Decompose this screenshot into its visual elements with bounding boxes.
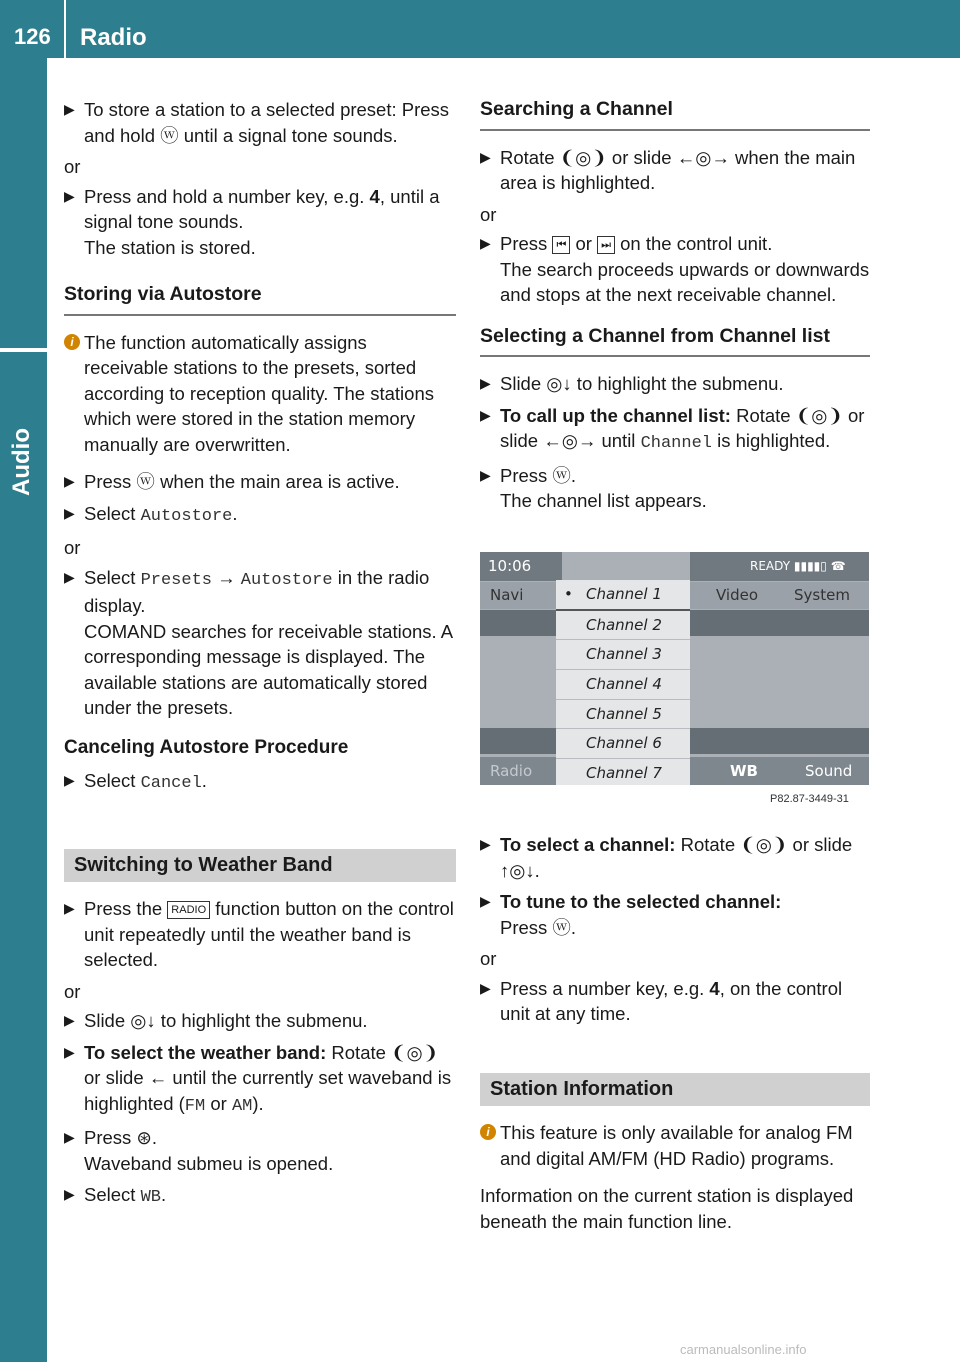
info-note [480,1120,870,1171]
arrow-icon: ▶ [480,466,491,483]
channel-list-item [556,700,690,730]
channel-label: Channel 6 [586,734,662,753]
arrow-icon: ▶ [480,406,491,423]
heading-channel-list: Selecting a Channel from Channel list [480,324,870,358]
display-clock: 10:06 [480,552,562,581]
step-text: Press ⓦ. [500,916,577,938]
or-text: or [64,156,81,177]
menu-item-autostore: Autostore [240,570,333,590]
step-text: ). [252,1092,264,1114]
skip-back-button-icon: ⏮ [552,236,570,254]
heading-canceling-autostore: Canceling Autostore Procedure [64,736,349,758]
comand-display-screenshot [480,552,869,785]
step [480,976,870,1027]
step [64,501,456,530]
menu-item-presets: Presets [140,570,212,590]
step-text: or [205,1092,232,1114]
step-title: To select a channel: [500,834,676,855]
step-text: Select [84,566,141,588]
step-text: , on the control unit at any time. [500,977,843,1024]
step-text: Press ⓦ. [500,464,577,486]
info-icon: i [64,334,80,350]
step-text: Rotate ❨◎❩ or slide ←◎→ when the main area is highlighted. [500,146,856,193]
channel-label: Channel 5 [586,704,662,723]
step-text: on the control unit. [614,233,773,254]
step-text: is highlighted. [711,430,831,451]
radio-button-icon: RADIO [167,901,210,919]
step-text: Press and hold a number key, e.g. [84,185,370,207]
step-text: in the radio display. [84,566,430,616]
display-menu-wb: WB [730,762,758,780]
step-text: Press ⓦ when the main area is active. [84,471,400,492]
or-text: or [480,948,497,969]
step-text: Press a number key, e.g. [500,977,710,999]
step-text: Rotate ❨◎❩ or slide ← until the currently set waveband is highlighted ( [84,1041,452,1114]
arrow-icon: ▶ [64,473,75,489]
header-bar [0,0,960,58]
display-menu-video: Video [716,586,759,604]
arrow-icon: ▶ [64,900,75,916]
heading-searching-channel: Searching a Channel [480,97,870,131]
step-text: Slide ◎↓ to highlight the submenu. [84,1010,368,1031]
selected-marker: • [564,585,573,603]
step-text: , until a signal tone sounds. [84,185,440,232]
display-menu-system: System [794,586,850,604]
skip-forward-button-icon: ⏭ [597,236,615,254]
channel-list-item [556,611,690,641]
display-menu-radio: Radio [490,762,533,780]
arrow-icon: ▶ [480,235,491,251]
display-menu-sound: Sound [805,762,853,780]
channel-list-item [556,759,690,785]
side-tab [0,352,47,1362]
arrow-icon: ▶ [480,893,491,909]
menu-item-autostore: Autostore [140,506,233,526]
channel-list [556,580,690,785]
step-text: . [201,770,207,791]
step-text: . [232,502,238,524]
waveband-am: AM [231,1096,253,1116]
side-tab-upper [0,58,47,348]
arrow-icon: ▶ [64,568,75,585]
step [480,403,870,457]
step-text: function button on the control unit repeatedly until the weather band is selected. [84,898,454,970]
or-text: or [480,203,497,225]
info-text: The function automatically assigns receivable stations to the presets, sorted according to reception quality. The stations which were stored in the station memory manually are overwritten. [84,331,434,455]
arrow-icon: ▶ [64,772,75,788]
channel-list-item [556,729,690,759]
arrow-icon: ▶ [64,1012,75,1028]
step-result: The search proceeds upwards or downwards and stops at the next receivable channel. [500,258,870,305]
channel-list-item [556,580,690,611]
side-tab-label: Audio [8,428,35,496]
step [64,1008,456,1034]
step-text: Select [84,502,141,524]
step-result: The station is stored. [84,236,256,258]
step-result: Waveband submeu is opened. [84,1152,334,1174]
step-title: To select the weather band: [84,1041,327,1063]
display-status: READY ▮▮▮▮▯ ☎ [750,559,846,573]
display-menu-navi: Navi [480,582,564,609]
menu-item-channel: Channel [640,434,712,453]
arrow-icon: ▶ [480,836,491,852]
arrow-icon: ▶ [64,101,75,117]
step [480,231,870,308]
right-column [480,97,870,520]
step [64,1040,456,1120]
arrow-icon: ▶ [64,1129,75,1145]
channel-label: Channel 7 [586,764,662,783]
arrow-icon: ▶ [480,148,491,165]
heading-storing-autostore: Storing via Autostore [64,282,456,316]
arrow-icon: ▶ [64,1043,75,1060]
step [480,832,870,883]
right-column-lower [480,832,870,1234]
heading-weather-band: Switching to Weather Band [64,849,456,883]
step [480,463,870,514]
arrow-separator: → [211,566,241,588]
watermark: carmanualsonline.info [680,1342,807,1357]
step [64,565,456,721]
arrow-icon: ▶ [480,979,491,996]
step [480,889,870,940]
step-title: To tune to the selected channel: [500,891,782,912]
figure-caption: P82.87-3449-31 [770,793,849,805]
arrow-icon: ▶ [480,375,491,391]
step [480,371,870,397]
step [64,469,456,495]
arrow-icon: ▶ [64,1186,75,1202]
page-number: 126 [14,24,51,49]
step-text: To store a station to a selected preset: Press and hold ⓦ until a signal tone sounds. [84,99,450,146]
display-menu-row [690,582,869,609]
step-text: Press [500,233,553,254]
step-title: To call up the channel list: [500,404,731,426]
step-text: Select [84,1184,141,1205]
channel-label: Channel 1 [586,585,662,603]
step [64,896,456,973]
or-text: or [64,980,81,1002]
channel-label: Channel 4 [586,675,662,694]
step-text: . [160,1184,167,1205]
channel-list-item [556,670,690,700]
step [64,768,456,797]
step [64,1182,456,1211]
header-divider [64,0,66,58]
step-result: COMAND searches for receivable stations. A corresponding message is displayed. The available stations are automatically stored under the presets. [84,620,453,718]
arrow-icon: ▶ [64,187,75,204]
step-text: Slide ◎↓ to highlight the submenu. [500,373,784,394]
channel-label: Channel 2 [586,615,662,634]
step-text: Rotate ❨◎❩ or slide ←◎→ until [500,404,865,451]
step [480,145,870,196]
number-key: 4 [709,977,720,999]
step [64,1125,456,1176]
step-text: Press ⊛. [84,1127,158,1148]
step-text: or [570,233,598,254]
section-title: Radio [80,24,147,51]
arrow-icon: ▶ [64,504,75,521]
heading-station-information: Station Information [480,1073,870,1107]
channel-list-item [556,640,690,670]
menu-item-cancel: Cancel [140,774,202,793]
step-text: Rotate ❨◎❩ or slide ↑◎↓. [500,834,853,881]
step [64,184,456,261]
paragraph: Information on the current station is displayed beneath the main function line. [480,1185,854,1232]
step-text: Press the [84,898,168,919]
number-key: 4 [369,185,380,207]
info-icon: i [480,1124,496,1140]
info-note [64,330,456,458]
step-text: Select [84,770,141,791]
step [64,97,456,148]
menu-item-wb: WB [140,1188,161,1207]
left-column [64,97,456,1217]
waveband-fm: FM [184,1096,206,1116]
channel-label: Channel 3 [586,645,662,664]
step-result: The channel list appears. [500,490,707,511]
or-text: or [64,537,81,558]
info-text: This feature is only available for analog FM and digital AM/FM (HD Radio) programs. [500,1122,853,1169]
